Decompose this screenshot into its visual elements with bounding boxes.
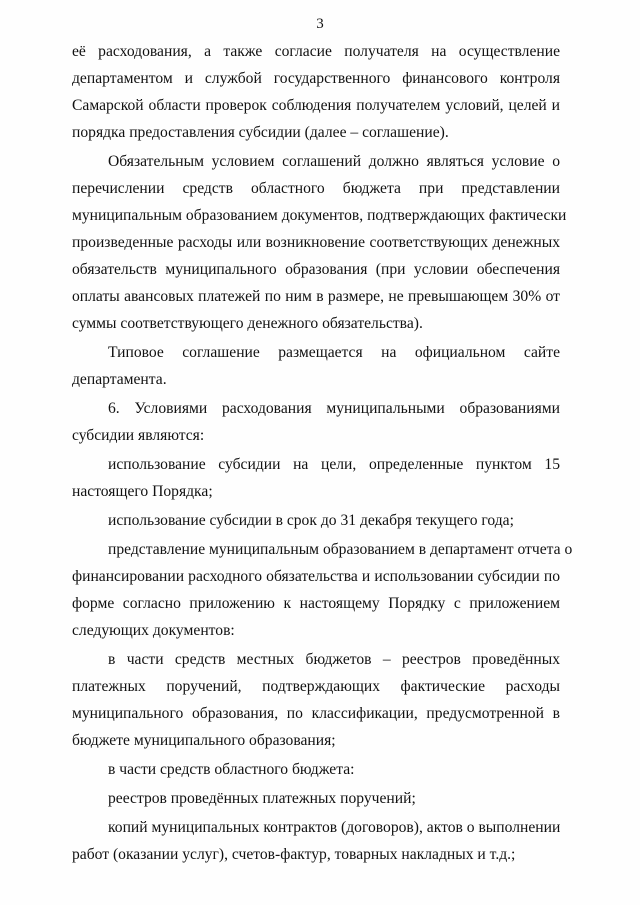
text-line: обязательств муниципального образования (при условии обеспечения — [72, 261, 560, 278]
text-line: использование субсидии в срок до 31 декабря текущего года; — [108, 512, 514, 529]
text-line: следующих документов: — [72, 622, 235, 639]
text-line: суммы соответствующего денежного обязательства). — [72, 315, 423, 332]
text-line: реестров проведённых платежных поручений; — [108, 790, 416, 807]
text-line: Типовое соглашение размещается на официальном сайте — [108, 344, 560, 361]
text-line: финансировании расходного обязательства и использовании субсидии по — [72, 568, 560, 585]
text-line: в части средств областного бюджета: — [108, 761, 355, 778]
text-line: субсидии являются: — [72, 427, 205, 444]
text-line: произведенные расходы или возникновение соответствующих денежных — [72, 234, 560, 251]
text-line: муниципального образования, по классификации, предусмотренной в — [72, 705, 560, 722]
text-line: департаментом и службой государственного финансового контроля — [72, 70, 560, 87]
text-line: перечислении средств областного бюджета при представлении — [72, 180, 560, 197]
text-line: форме согласно приложению к настоящему Порядку с приложением — [72, 595, 560, 612]
text-line: работ (оказании услуг), счетов-фактур, товарных накладных и т.д.; — [72, 846, 516, 863]
text-line: её расходования, а также согласие получателя на осуществление — [72, 43, 560, 60]
text-line: Самарской области проверок соблюдения получателем условий, целей и — [72, 97, 560, 114]
text-line: представление муниципальным образованием в департамент отчета о — [108, 541, 573, 558]
text-line: копий муниципальных контрактов (договоров), актов о выполнении — [108, 819, 561, 836]
text-line: 6. Условиями расходования муниципальными образованиями — [108, 400, 560, 417]
text-line: настоящего Порядка; — [72, 483, 213, 500]
text-line: Обязательным условием соглашений должно являться условие о — [108, 153, 560, 170]
text-line: департамента. — [72, 371, 167, 388]
text-line: платежных поручений, подтверждающих фактические расходы — [72, 678, 560, 695]
text-line: использование субсидии на цели, определенные пунктом 15 — [108, 456, 560, 473]
page-number: 3 — [316, 16, 324, 32]
text-line: муниципальным образованием документов, подтверждающих фактически — [72, 207, 567, 224]
text-line: порядка предоставления субсидии (далее – соглашение). — [72, 124, 449, 141]
text-line: бюджете муниципального образования; — [72, 732, 336, 749]
text-line: в части средств местных бюджетов – реестров проведённых — [108, 651, 560, 668]
text-line: оплаты авансовых платежей по ним в размере, не превышающем 30% от — [72, 288, 560, 305]
